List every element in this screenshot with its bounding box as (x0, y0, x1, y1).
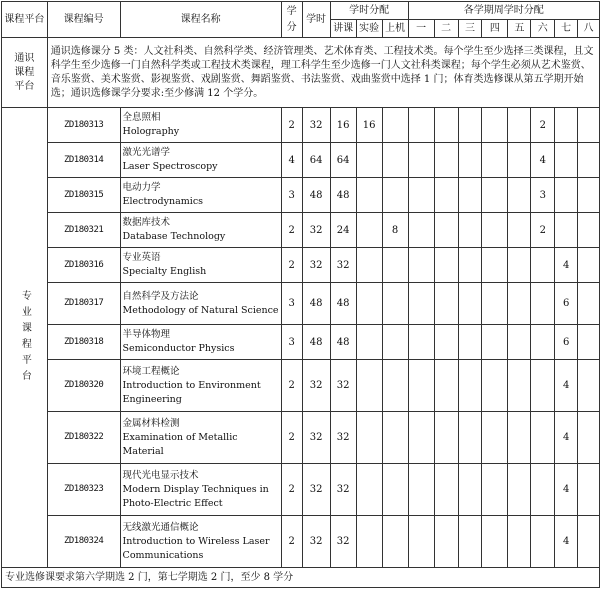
course-name-cn: 电动力学 (122, 182, 161, 193)
course-name (120, 143, 281, 178)
course-semester-5-hours (508, 412, 531, 464)
footer-note: 专业选修课要求第六学期选 2 门，第七学期选 2 门，至少 8 学分 (2, 568, 600, 588)
course-semester-6-hours (531, 325, 555, 360)
course-semester-4-hours (482, 464, 508, 516)
course-computer-hours (382, 325, 408, 360)
course-semester-6-hours (531, 516, 555, 568)
course-name-cn: 数据库技术 (122, 217, 171, 228)
header-name: 课程名称 (120, 2, 281, 38)
course-credit: 2 (281, 412, 302, 464)
course-semester-5-hours (508, 283, 531, 325)
course-semester-2-hours (434, 325, 458, 360)
major-platform-text: 专业课程平台 (19, 289, 31, 386)
course-lecture-hours: 32 (330, 412, 356, 464)
course-computer-hours (382, 248, 408, 283)
course-row (2, 248, 600, 283)
course-hours: 64 (302, 143, 330, 178)
course-name (120, 213, 281, 248)
course-semester-6-hours (531, 464, 555, 516)
header-semester-7: 七 (555, 20, 578, 38)
course-code: ZD180316 (47, 248, 120, 283)
curriculum-table (1, 1, 600, 588)
course-name (120, 178, 281, 213)
course-lab-hours (356, 464, 382, 516)
course-row (2, 412, 600, 464)
course-name-en: Holography (122, 126, 180, 137)
course-semester-3-hours (458, 283, 482, 325)
course-semester-5-hours (508, 360, 531, 412)
course-semester-7-hours: 4 (555, 248, 578, 283)
course-semester-2-hours (434, 178, 458, 213)
course-credit: 2 (281, 248, 302, 283)
course-credit: 3 (281, 283, 302, 325)
course-credit: 3 (281, 178, 302, 213)
course-computer-hours: 8 (382, 213, 408, 248)
header-hour-distribution: 学时分配 (330, 2, 408, 20)
header-lab: 实验 (356, 20, 382, 38)
header-code: 课程编号 (47, 2, 120, 38)
course-name-cn: 全息照相 (122, 112, 161, 123)
course-semester-8-hours (578, 143, 600, 178)
course-semester-7-hours: 6 (555, 283, 578, 325)
course-semester-7-hours: 4 (555, 516, 578, 568)
course-semester-2-hours (434, 108, 458, 143)
course-lecture-hours: 32 (330, 360, 356, 412)
course-name-cn: 无线激光通信概论 (122, 521, 199, 533)
course-semester-1-hours (408, 412, 434, 464)
course-semester-1-hours (408, 516, 434, 568)
course-name-cn: 自然科学及方法论 (122, 290, 199, 302)
course-semester-8-hours (578, 283, 600, 325)
course-semester-5-hours (508, 248, 531, 283)
course-semester-6-hours (531, 360, 555, 412)
course-code: ZD180323 (47, 464, 120, 516)
course-name (120, 464, 281, 516)
course-lecture-hours: 24 (330, 213, 356, 248)
course-lecture-hours: 48 (330, 283, 356, 325)
course-semester-4-hours (482, 248, 508, 283)
general-platform-label (2, 38, 48, 108)
course-semester-6-hours: 2 (531, 213, 555, 248)
course-semester-5-hours (508, 213, 531, 248)
course-name (120, 108, 281, 143)
course-semester-8-hours (578, 178, 600, 213)
header-semester-distribution: 各学期周学时分配 (408, 2, 599, 20)
course-semester-4-hours (482, 213, 508, 248)
course-semester-3-hours (458, 213, 482, 248)
course-semester-7-hours (555, 178, 578, 213)
course-lab-hours (356, 283, 382, 325)
header-semester-6: 六 (531, 20, 555, 38)
header-semester-5: 五 (508, 20, 531, 38)
course-semester-4-hours (482, 143, 508, 178)
course-lecture-hours: 32 (330, 248, 356, 283)
course-semester-8-hours (578, 108, 600, 143)
course-code: ZD180314 (47, 143, 120, 178)
course-semester-3-hours (458, 325, 482, 360)
course-name-cn: 现代光电显示技术 (122, 469, 199, 481)
course-semester-3-hours (458, 248, 482, 283)
course-semester-3-hours (458, 178, 482, 213)
course-lab-hours (356, 213, 382, 248)
course-row (2, 360, 600, 412)
course-row (2, 283, 600, 325)
course-semester-2-hours (434, 360, 458, 412)
course-semester-7-hours (555, 108, 578, 143)
course-name-en: Modern Display Techniques in Photo-Electric Effect (122, 483, 269, 509)
course-row (2, 516, 600, 568)
course-name-en: Methodology of Natural Science (122, 304, 279, 316)
course-name-en: Electrodynamics (122, 196, 204, 207)
course-semester-6-hours: 4 (531, 143, 555, 178)
header-platform: 课程平台 (2, 2, 48, 38)
course-name-cn: 环境工程概论 (122, 365, 180, 377)
course-semester-2-hours (434, 143, 458, 178)
course-semester-8-hours (578, 412, 600, 464)
course-hours: 32 (302, 213, 330, 248)
course-semester-8-hours (578, 360, 600, 412)
course-semester-7-hours: 4 (555, 412, 578, 464)
header-semester-1: 一 (408, 20, 434, 38)
course-name-cn: 专业英语 (122, 252, 161, 263)
header-lecture: 讲课 (330, 20, 356, 38)
course-semester-5-hours (508, 325, 531, 360)
course-name (120, 360, 281, 412)
course-lecture-hours: 32 (330, 516, 356, 568)
header-semester-4: 四 (482, 20, 508, 38)
course-semester-5-hours (508, 143, 531, 178)
course-semester-4-hours (482, 283, 508, 325)
course-semester-1-hours (408, 213, 434, 248)
major-platform-label (2, 108, 48, 568)
course-semester-8-hours (578, 516, 600, 568)
course-computer-hours (382, 283, 408, 325)
course-semester-1-hours (408, 325, 434, 360)
course-lab-hours (356, 325, 382, 360)
course-semester-1-hours (408, 360, 434, 412)
course-row (2, 143, 600, 178)
course-hours: 48 (302, 178, 330, 213)
course-credit: 2 (281, 213, 302, 248)
course-name-cn: 金属材料检测 (122, 417, 180, 429)
course-code: ZD180313 (47, 108, 120, 143)
course-name (120, 412, 281, 464)
course-semester-1-hours (408, 108, 434, 143)
course-semester-1-hours (408, 143, 434, 178)
course-semester-4-hours (482, 178, 508, 213)
course-code: ZD180317 (47, 283, 120, 325)
course-computer-hours (382, 360, 408, 412)
course-semester-2-hours (434, 412, 458, 464)
header-semester-2: 二 (434, 20, 458, 38)
course-credit: 2 (281, 464, 302, 516)
course-lab-hours (356, 360, 382, 412)
course-semester-5-hours (508, 516, 531, 568)
course-name (120, 283, 281, 325)
course-semester-5-hours (508, 464, 531, 516)
course-semester-7-hours: 4 (555, 464, 578, 516)
header-hours: 学时 (302, 2, 330, 38)
course-name-en: Introduction to Environment Engineering (122, 379, 261, 405)
course-semester-6-hours: 3 (531, 178, 555, 213)
course-semester-1-hours (408, 178, 434, 213)
course-name (120, 248, 281, 283)
course-name-en: Database Technology (122, 231, 226, 242)
course-name-cn: 激光光谱学 (122, 147, 171, 158)
course-lecture-hours: 16 (330, 108, 356, 143)
course-semester-3-hours (458, 108, 482, 143)
course-semester-7-hours (555, 213, 578, 248)
course-semester-2-hours (434, 464, 458, 516)
course-semester-5-hours (508, 108, 531, 143)
course-semester-3-hours (458, 412, 482, 464)
course-name-en: Introduction to Wireless Laser Communications (122, 535, 270, 561)
course-semester-6-hours (531, 283, 555, 325)
course-lab-hours (356, 516, 382, 568)
course-credit: 2 (281, 516, 302, 568)
course-row (2, 108, 600, 143)
course-semester-7-hours: 6 (555, 325, 578, 360)
course-semester-5-hours (508, 178, 531, 213)
course-name-en: Examination of Metallic Material (122, 431, 238, 457)
course-computer-hours (382, 143, 408, 178)
course-name-en: Specialty English (122, 266, 207, 277)
course-hours: 48 (302, 325, 330, 360)
course-computer-hours (382, 516, 408, 568)
course-row (2, 464, 600, 516)
course-semester-1-hours (408, 283, 434, 325)
header-semester-8: 八 (578, 20, 600, 38)
course-lecture-hours: 48 (330, 325, 356, 360)
course-semester-4-hours (482, 412, 508, 464)
course-semester-2-hours (434, 248, 458, 283)
course-code: ZD180320 (47, 360, 120, 412)
course-code: ZD180324 (47, 516, 120, 568)
course-semester-1-hours (408, 464, 434, 516)
course-computer-hours (382, 108, 408, 143)
course-code: ZD180321 (47, 213, 120, 248)
general-platform-text: 通识课程平台 (14, 52, 35, 92)
course-semester-8-hours (578, 213, 600, 248)
course-lab-hours: 16 (356, 108, 382, 143)
course-lecture-hours: 48 (330, 178, 356, 213)
course-name (120, 516, 281, 568)
course-computer-hours (382, 464, 408, 516)
course-semester-4-hours (482, 516, 508, 568)
header-semester-3: 三 (458, 20, 482, 38)
course-code: ZD180318 (47, 325, 120, 360)
course-semester-8-hours (578, 248, 600, 283)
course-lab-hours (356, 143, 382, 178)
course-credit: 4 (281, 143, 302, 178)
course-computer-hours (382, 178, 408, 213)
course-code: ZD180315 (47, 178, 120, 213)
course-semester-6-hours (531, 412, 555, 464)
course-lab-hours (356, 412, 382, 464)
course-semester-8-hours (578, 464, 600, 516)
course-hours: 32 (302, 360, 330, 412)
course-lab-hours (356, 178, 382, 213)
course-hours: 32 (302, 464, 330, 516)
course-semester-7-hours (555, 143, 578, 178)
course-code: ZD180322 (47, 412, 120, 464)
course-lecture-hours: 64 (330, 143, 356, 178)
course-semester-6-hours (531, 248, 555, 283)
course-hours: 32 (302, 412, 330, 464)
course-semester-2-hours (434, 516, 458, 568)
course-row (2, 213, 600, 248)
general-requirements-text: 通识选修课分 5 类：人文社科类、自然科学类、经济管理类、艺术体育类、工程技术类。每个学生至少选择三类课程，且文科学生至少选修一门自然科学类或工程技术类课程，理工科学生至少选修一门人文社科类课程；每个学生必须从艺术鉴赏、音乐鉴赏、美术鉴赏、影视鉴赏、戏剧鉴赏、舞蹈鉴赏、书法鉴赏、戏曲鉴赏中选择 1 门；体育类选修课从第五学期开始选；通识选修课学分要求:至少修满 12 个学分。 (47, 38, 599, 108)
course-computer-hours (382, 412, 408, 464)
course-semester-7-hours: 4 (555, 360, 578, 412)
course-row (2, 325, 600, 360)
course-name-en: Semiconductor Physics (122, 343, 235, 354)
course-credit: 3 (281, 325, 302, 360)
course-semester-4-hours (482, 108, 508, 143)
course-semester-3-hours (458, 464, 482, 516)
course-semester-3-hours (458, 360, 482, 412)
course-credit: 2 (281, 360, 302, 412)
header-computer: 上机 (382, 20, 408, 38)
course-name-en: Laser Spectroscopy (122, 161, 218, 172)
course-semester-3-hours (458, 143, 482, 178)
course-semester-8-hours (578, 325, 600, 360)
course-name (120, 325, 281, 360)
course-hours: 32 (302, 248, 330, 283)
course-semester-4-hours (482, 360, 508, 412)
header-credits: 学分 (281, 2, 302, 38)
course-lab-hours (356, 248, 382, 283)
course-row (2, 178, 600, 213)
course-hours: 32 (302, 108, 330, 143)
course-hours: 48 (302, 283, 330, 325)
course-credit: 2 (281, 108, 302, 143)
course-semester-6-hours: 2 (531, 108, 555, 143)
course-semester-3-hours (458, 516, 482, 568)
course-semester-1-hours (408, 248, 434, 283)
course-semester-2-hours (434, 213, 458, 248)
course-hours: 32 (302, 516, 330, 568)
course-lecture-hours: 32 (330, 464, 356, 516)
course-name-cn: 半导体物理 (122, 329, 171, 340)
course-semester-4-hours (482, 325, 508, 360)
course-semester-2-hours (434, 283, 458, 325)
